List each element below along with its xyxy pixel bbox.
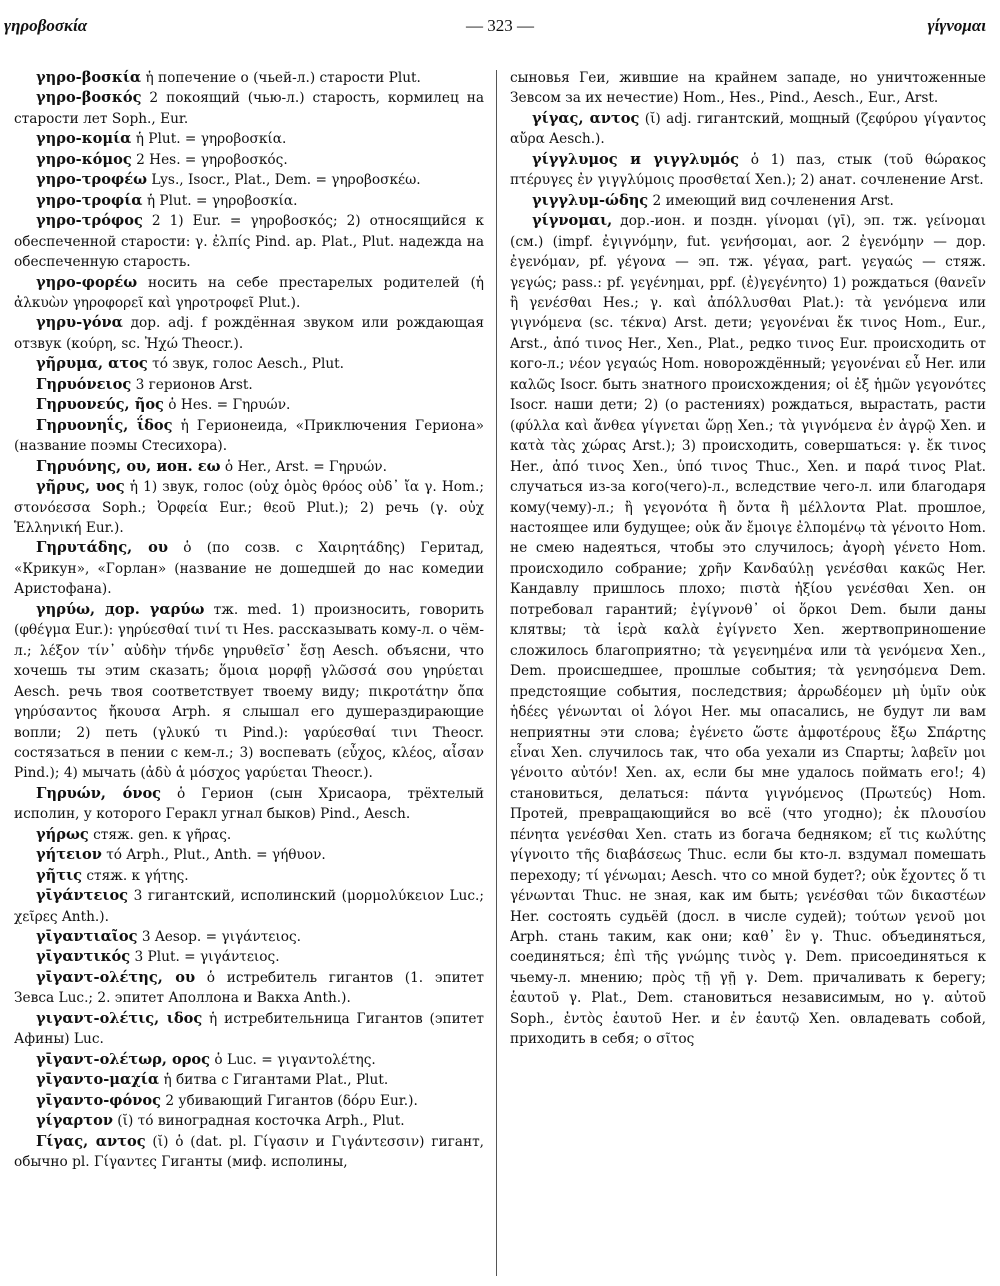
entry-definition: ἡ истребительница Гигантов (эпитет Афины) Luc. [14, 1010, 484, 1048]
entry-definition: (ῐ) τό виноградная косточка Arph., Plut. [112, 1113, 405, 1130]
entry-definition: 2 убивающий Гигантов (δόρυ Eur.). [160, 1092, 418, 1109]
dictionary-entry [510, 150, 986, 191]
entry-definition: ἡ битва с Гигантами Plat., Plut. [159, 1072, 389, 1089]
entry-headword: γῑγαντο-φόνος [36, 1091, 161, 1109]
entry-headword: γήρως [36, 825, 89, 843]
dictionary-entry [14, 1070, 484, 1090]
entry-definition: 2 1) Eur. = γηροβοσκός; 2) относящийся к обеспеченной старости: γ. ἐλπίς Pind. ap. Plat., Plut. надежда на обеспеченную старость. [14, 213, 484, 271]
entry-headword: γηρο-βοσκός [36, 89, 142, 107]
entry-definition: 2 покоящий (чью-л.) старость, кормилец на старости лет Soph., Eur. [14, 90, 484, 127]
entry-headword: γηρο-φορέω [36, 273, 138, 291]
entry-headword: γῆρυς, υος [36, 478, 125, 496]
dictionary-entry [14, 477, 484, 538]
dictionary-entry [14, 313, 484, 354]
entry-definition: τό звук, голос Aesch., Plut. [147, 356, 344, 373]
header-right-word: γίγνομαι [927, 16, 986, 35]
entry-definition: ὁ 1) паз, стык (τοῦ θώρακος πτέρυγες ἐν γιγγλύμοις προσθεταί Xen.); 2) анат. сочленение Arst. [510, 151, 986, 189]
entry-headword: Γηρυών, όνος [36, 784, 162, 802]
dictionary-entry [14, 968, 484, 1009]
left-column [14, 68, 484, 1280]
dictionary-entry [14, 1111, 484, 1131]
dictionary-entry [14, 600, 484, 784]
entry-headword: Γηρυτάδης, ου [36, 539, 169, 557]
dictionary-entry [14, 170, 484, 190]
entry-headword: Γηρυόνης, ου, ион. εω [36, 457, 221, 475]
entry-headword: γηρο-τρόφος [36, 212, 143, 230]
page-header [0, 16, 1000, 46]
entry-definition: тж. med. 1) произносить, говорить (φθέγμα Eur.): γηρύεσθαί τινί τι Hes. рассказывать кому-л. о чём-л.; λέξον τίν᾽ αὐδὴν τήνδε γηρυθεῖσ᾽ ἔσῃ Aesch. объясни, что хочешь ты этим сказать; ὅμοια μορφῇ γλῶσσά σου γηρύεται Aesch. речь твоя соответствует твоему виду; πικροτάτην ὄπα γηρύσαντος ἤκουσα Arph. я слышал его душераздирающие вопли; 2) петь (γλυκύ τι Pind.): γαρύεσθαί τινι Theocr. состязаться в пении с кем-л.; 3) воспевать (εὖχος, κλέος, αἶσαν Pind.); 4) мычать (ἀδὺ ἁ μόσχος γαρύεται Theocr.). [14, 601, 484, 782]
dictionary-entry [14, 88, 484, 129]
entry-headword: γῆρυμα, ατος [36, 355, 148, 373]
entry-definition: стяж. gen. к γῆρας. [88, 826, 232, 843]
dictionary-entry [14, 927, 484, 947]
dictionary-entry [14, 947, 484, 967]
dictionary-entry [14, 68, 484, 88]
entry-headword: γιγγλυμ-ώδης [532, 191, 649, 209]
entry-headword: γηρύω, дор. γαρύω [36, 600, 205, 618]
entry-headword: γῑγαντ-ολέτωρ, ορος [36, 1050, 211, 1068]
dictionary-entry [14, 866, 484, 886]
entry-definition: дор. adj. f рождённая звуком или рождающая отзвук (κούρη, sc. Ἠχώ Theocr.). [14, 315, 484, 352]
dictionary-entry [510, 191, 986, 211]
entry-headword: γῑγάντειος [36, 887, 129, 905]
entry-headword: γίγας, αντος [532, 109, 640, 127]
dictionary-entry [14, 191, 484, 211]
dictionary-entry [14, 416, 484, 457]
entry-definition: ἡ Plut. = γηροβοσκία. [131, 131, 287, 148]
dictionary-entry [510, 68, 986, 109]
right-column [510, 68, 986, 1280]
entry-definition: дор.-ион. и поздн. γίνομαι (γῑ), эп. тж. γείνομαι (см.) (impf. ἐγιγνόμην, fut. γενήσομαι, aor. 2 ἐγενόμην — дор. ἐγενόμαν, pf. γέγονα — эп. тж. γέγαα, part. γεγαώς — стяж. γεγώς; pass.: pf. γεγένημαι, ppf. (ἐ)γεγένητο) 1) рождаться (θανεῖν ἢ γενέσθαι Hes.; γ. καὶ ἀπόλλυσθαι Plat.): τὰ γενόμενα или γιγνόμενα (sc. τέκνα) Arst. дети; γεγονέναι ἔκ τινος Hom., Eur., Arst., ἀπό τινος Her., Xen., Plat., редко τινος Eur. происходить от кого-л.; νέον γεγαώς Hom. новорождённый; γεγονέναι εὖ Her. или καλῶς Isocr. быть знатного происхождения; οἱ ἐξ ἡμῶν γεγονότες Isocr. наши дети; 2) (о растениях) рождаться, вырастать, расти (φύλλα καὶ ἄνθεα γίγνεται ὥρῃ Xen.; τὰ γιγνόμενα ἐν ἀγρῷ Xen. и κατὰ τὰς χώρας Arst.); 3) происходить, совершаться: γ. ἔκ τινος Her., ἀπό τινος Xen., ὑπό τινος Thuc., Xen. и παρά τινος Plat. случаться из-за кого(чего)-л., вследствие чего-л. или благодаря кому(чему)-л.; ἢ γεγονότα ἢ ὄντα ἢ μέλλοντα Plat. прошлое, настоящее или будущее; οὐκ ἄν ἔμοιγε ἐλπομένῳ τὰ γένοιτο Hom. не смею надеяться, чтобы это случилось; ἀγορὴ γένετο Hom. происходило собрание; χρῆν Κανδαύλῃ γενέσθαι κακῶς Her. Кандавлу пришлось плохо; πιστὰ ἠξίου γενέσθαι Xen. он потребовал гарантий; ἐγίγνονθ᾽ οἱ ὅρκοι Dem. были даны клятвы; τὰ ἱερὰ καλὰ ἐγίγνετο Xen. жертвоприношение сложилось благоприятно; τὰ γεγενημένα или τὰ γενόμενα Xen., Dem. происшедшее, прошлые события; τὰ γενησόμενα Dem. предстоящие события, последствия; ἀρρωδέομεν μὴ ὑμῖν οὐκ ἡδέες γένωνται οἱ λόγοι Her. мы опасались, не будут ли вам неприятны эти слова; ἐγένετο ὥστε ἀμφοτέρους ἔξω Σπάρτης εἶναι Xen. случилось так, что оба уехали из Спарты; λαβεῖν μοι γένοιτο αὐτόν! Xen. ах, если бы мне удалось поймать его!; 4) становиться, делаться: πάντα γιγνόμενος (Πρωτεύς) Hom. Протей, превращающийся во всё (что угодно); ἐκ πλουσίου πένητα γενέσθαι Xen. стать из богача бедняком; εἴ τις κωλύτης γίγνοιτο τῆς διαβάσεως Thuc. если бы кто-л. вздумал помешать переходу; τί γένωμαι; Aesch. что со мной будет?; οὐκ ἔχοντες ὅ τι γένωνται Thuc. не зная, как им быть; γενέσθαι τῶν δικαστέων Her. состоять судьёй (досл. в числе судей); τούτων γενοῦ μοι Arph. стань таким, как они; καθ᾽ ἓν γ. Thuc. объединяться, соединяться; ἐπὶ τῆς γνώμης τινὸς γ. Dem. присоединяться к чьему-л. мнению; πρὸς τῇ γῇ γ. Dem. причаливать к берегу; ἑαυτοῦ γ. Plat., Dem. становиться независимым, но γ. αὐτοῦ Soph., ἐντὸς ἑαυτοῦ Her. и ἐν ἑαυτῷ Xen. овладевать собой, приходить в себя; ο σῖτος [510, 213, 986, 1048]
dictionary-entry [14, 825, 484, 845]
entry-definition: 2 имеющий вид сочленения Arst. [648, 192, 894, 209]
entry-headword: γηρο-τροφία [36, 191, 143, 209]
dictionary-entry [14, 1009, 484, 1050]
header-left-word: γηροβοσκία [4, 16, 88, 35]
dictionary-entry [14, 129, 484, 149]
dictionary-entry [14, 395, 484, 415]
entry-headword: γίγγλυμος и γιγγλυμός [532, 150, 739, 168]
entry-definition: 3 герионов Arst. [131, 376, 253, 393]
dictionary-entry [14, 375, 484, 395]
entry-definition: τό Arph., Plut., Anth. = γήθυον. [101, 847, 326, 864]
entry-headword: γῑγαντιαῖος [36, 928, 138, 946]
entry-headword: γῆτις [36, 866, 83, 884]
dictionary-entry [14, 457, 484, 477]
entry-definition: ὁ Hes. = Γηρυών. [163, 397, 291, 414]
dictionary-entry [510, 211, 986, 1050]
entry-headword: γῑγαντο-μαχία [36, 1071, 160, 1089]
entry-headword: γιγαντ-ολέτις, ιδος [36, 1009, 203, 1027]
entry-headword: γηρο-τροφέω [36, 171, 147, 189]
entry-definition: 2 Hes. = γηροβοσκός. [131, 151, 288, 168]
dictionary-entry [14, 845, 484, 865]
dictionary-entry [14, 354, 484, 374]
dictionary-entry [14, 886, 484, 927]
entry-headword: γήτειον [36, 846, 102, 864]
entry-headword: γηρυ-γόνα [36, 314, 123, 332]
entry-definition: (ῐ) ὁ (dat. pl. Γίγασιν и Γιγάντεσσιν) гигант, обычно pl. Γίγαντες Гиганты (миф. исполины, [14, 1133, 484, 1171]
dictionary-entry [14, 784, 484, 825]
entry-headword: Γηρυονηΐς, ΐδος [36, 416, 173, 434]
entry-definition: (ῐ) adj. гигантский, мощный (ζεφύρου γίγαντος αὔρα Aesch.). [510, 110, 986, 148]
entry-headword: γίγνομαι, [532, 212, 613, 230]
entry-definition: сыновья Геи, жившие на крайнем западе, но уничтоженные Зевсом за их нечестие) Hom., Hes., Pind., Aesch., Eur., Arst. [510, 70, 986, 107]
entry-definition: ὁ Her., Arst. = Γηρυών. [220, 458, 387, 475]
entry-definition: ὁ (по созв. с Χαιρητάδης) Геритад, «Крикун», «Горлан» (название не дошедшей до нас комедии Аристофана). [14, 540, 484, 598]
dictionary-entry [14, 1091, 484, 1111]
dictionary-entry [14, 150, 484, 170]
entry-definition: 3 Plut. = γιγάντειος. [130, 949, 280, 966]
entry-headword: γηρο-κομία [36, 130, 132, 148]
dictionary-entry [14, 1050, 484, 1070]
entry-headword: Γηρυονεύς, ῆος [36, 396, 164, 414]
entry-definition: ἡ Plut. = γηροβοσκία. [142, 192, 298, 209]
entry-headword: γῑγαντικός [36, 948, 131, 966]
entry-definition: ὁ Luc. = γιγαντολέτης. [210, 1051, 376, 1068]
entry-definition: 3 гигантский, исполинский (μορμολύκειον Luc.; χεῖρες Anth.). [14, 888, 484, 925]
dictionary-entry [510, 109, 986, 150]
entry-headword: Γηρυόνειος [36, 375, 132, 393]
entry-definition: Lys., Isocr., Plat., Dem. = γηροβοσκέω. [146, 172, 421, 189]
entry-definition: ἡ попечение о (чьей-л.) старости Plut. [141, 70, 421, 86]
entry-headword: γῑγαντ-ολέτης, ου [36, 968, 196, 986]
column-divider [496, 70, 497, 1276]
entry-definition: стяж. к γήτης. [82, 867, 189, 884]
entry-headword: γηρο-κόμος [36, 150, 132, 168]
entry-definition: 3 Aesop. = γιγάντειος. [137, 929, 302, 946]
entry-headword: γηρο-βοσκία [36, 69, 142, 86]
entry-definition: ἡ Герионеида, «Приключения Гериона» (название поэмы Стесихора). [14, 417, 484, 455]
entry-definition: ἡ 1) звук, голос (οὐχ ὁμὸς θρόος οὐδ᾽ ἴα γ. Hom.; στονόεσσα Soph.; Ὀρφεία Eur.; θεοῦ Plut.); 2) речь (γ. οὐχ Ἑλληνική Eur.). [14, 479, 484, 536]
dictionary-entry [14, 1132, 484, 1173]
dictionary-entry [14, 211, 484, 272]
entry-definition: ὁ Герион (сын Хрисаора, трёхтелый исполин, у которого Геракл угнал быков) Pind., Aesch. [14, 785, 484, 823]
entry-definition: носить на себе престарелых родителей (ἡ ἀλκυὼν γηροφορεῖ καὶ γηροτροφεῖ Plut.). [14, 274, 484, 311]
dictionary-entry [14, 273, 484, 314]
entry-headword: Γίγας, αντος [36, 1132, 146, 1150]
entry-headword: γίγαρτον [36, 1112, 113, 1130]
entry-definition: ὁ истребитель гигантов (1. эпитет Зевса Luc.; 2. эпитет Аполлона и Вакха Anth.). [14, 969, 484, 1007]
page-number: — 323 — [466, 16, 534, 35]
dictionary-entry [14, 538, 484, 599]
